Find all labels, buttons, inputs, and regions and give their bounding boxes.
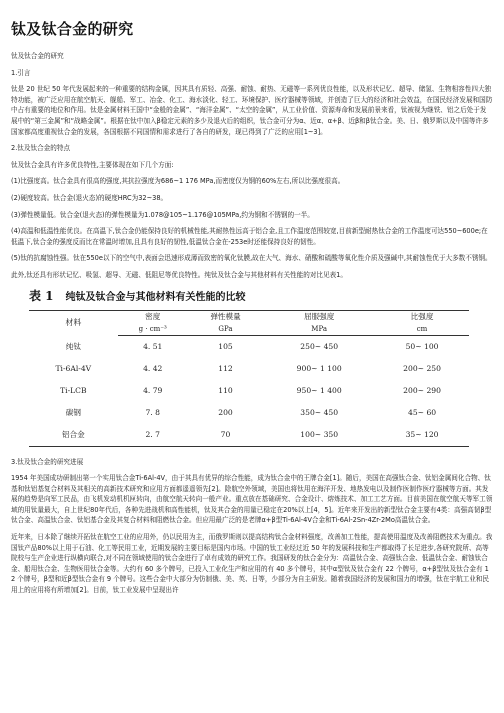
section-2-heading: 2.钛及钛合金的特点: [11, 144, 71, 153]
cell-modulus: 105: [218, 342, 233, 351]
cell-yield: 950~ 1 400: [296, 386, 342, 395]
cell-specific: 35~ 120: [375, 424, 469, 447]
cell-specific: 45~ 60: [408, 408, 437, 417]
cell-yield: 250~ 450: [300, 342, 339, 351]
column-header: 比强度: [375, 310, 469, 323]
section-2-intro: 钛及钛合金具有许多优良特性,主要体现在如下几个方面:: [11, 160, 174, 169]
cell-density: 4. 42: [143, 364, 163, 373]
cell-modulus: 200: [218, 408, 233, 417]
cell-yield: 350~ 450: [300, 408, 339, 417]
cell-modulus: 112: [218, 364, 233, 373]
cell-yield: 900~ 1 100: [296, 364, 342, 373]
cell-density: 4. 51: [143, 342, 163, 351]
cell-modulus: 70: [188, 424, 263, 447]
column-unit: MPa: [263, 323, 375, 336]
cell-material: 碳钢: [65, 408, 81, 417]
section-3-heading: 3.钛及钛合金的研究进展: [11, 457, 84, 466]
page-title: 钛及钛合金的研究: [11, 20, 134, 38]
table-row: [29, 424, 469, 447]
section-3-paragraph: 近年来，日本除了继续开拓钛在航空工业的应用外，仍以民用为主，而俄罗斯则以提高结构钛合金材料强度，改善加工性能，提高使用温度及改善阻燃技术为重点。我国钛产品80%以上用于石油、化工等民用工业，近期发展的主要目标是国内市场。中国的钛工业经过近 50 年的发展科技和生产都取得了长足进步,各研究院所、高等院校与生产企业进行纵横向联合,对不同在领域使用的钛合金进行了卓有成效的研究工作。我国研发的钛合金分为：高温钛合金、高强钛合金、低温钛合金、耐蚀钛合金、船用钛合金、生物医用钛合金等。大约有 60 多个牌号，已投入工业化生产和应用的有 40 多个牌号，其中α型钛及钛合金有 22 个牌号，α+β型钛及钛合金有 12 个牌号，β型和近β型钛合金有 9 个牌号。这些合金中大部分为仿制俄、美、英、日等，少部分为自主研发。随着我国经济的发展和国力的增强，钛在宇航工业和民用上的应用将有所增加[2]。目前，钛工业发展中呈现出许: [11, 533, 493, 595]
cell-material: Ti-6Al-4V: [55, 364, 92, 373]
section-1-paragraph: 钛是 20 世纪 50 年代发展起来的一种重要的结构金属，因其具有质轻、高强、耐蚀、耐热、无磁等一系列优良性能，以及形状记忆、超导、储氢、生物相容性四大独特功能，被广泛应用在航空航天、舰船、军工、冶金、化工、海水淡化、轻工、环境保护、医疗器械等领域，并创造了巨大的经济和社会效益，在国民经济发展和国防中占有重要的地位和作用。钛是金属材料王国中“金般的金属”、“海洋金属”、“太空的金属”，从工业价值、资源寿命和发展前景来看，钛被视为继铁、铝之后处于发展中的“第三金属”和“战略金属”。根据在钛中加入β稳定元素的多少及退火后的组织，钛合金可分为α、近α、α+β、近β和β钛合金。美、日、俄罗斯以及中国等许多国家都高度重视钛合金的发展，各国根据不同国情和需求进行了各自的研发，现已得到了广泛的应用[1~3]。: [11, 85, 493, 136]
column-header-material: 材料: [29, 310, 118, 335]
cell-material: Ti-LCB: [60, 386, 87, 395]
feature-item: (5)钛的抗腐蚀性强。钛在550e以下的空气中,表面会迅速形成薄而致密的氧化钛膜,故在大气、海水、硝酸和硫酸等氧化性介质及强碱中,其耐蚀性优于大多数不锈钢。: [11, 254, 492, 263]
feature-item: (4)高温和低温性能优良。在高温下,钛合金仍能保持良好的机械性能,其耐热性远高于铝合金,且工作温度范围较宽,目前新型耐热钛合金的工作温度可达550~600e;在低温下,钛合金的强度反而比在常温时增加,且具有良好的韧性,低温钛合金在-253e时还能保持良好的韧性。: [11, 227, 488, 246]
table-row: [29, 402, 469, 424]
column-unit: g · cm⁻³: [118, 323, 188, 336]
feature-item: (3)弹性模量低。钛合金(退火态)的弹性模量为1.078@105~1.176@105MPa,约为钢和不锈钢的一半。: [11, 210, 314, 219]
cell-specific: 200~ 290: [403, 386, 441, 395]
cell-modulus: 110: [218, 386, 233, 395]
feature-item: 此外,钛还具有形状记忆、吸氢、超导、无磁、低阻尼等优良特性。纯钛及钛合金与其他材料有关性能的对比见表1。: [11, 270, 347, 279]
cell-yield: 100~ 350: [263, 424, 375, 447]
column-header: 屈服强度: [263, 310, 375, 323]
table-row: [29, 335, 469, 358]
cell-material: 纯钛: [65, 341, 81, 351]
cell-density: 7. 8: [145, 408, 160, 417]
cell-density: 2. 7: [118, 424, 188, 447]
column-unit: GPa: [188, 323, 263, 336]
column-unit: cm: [375, 323, 469, 336]
feature-item: (1)比强度高。钛合金具有很高的强度,其抗拉强度为686~1 176 MPa,而密度仅为钢的60%左右,所以比强度很高。: [11, 177, 345, 186]
document-subtitle: 钛及钛合金的研究: [11, 52, 64, 60]
properties-table: [29, 310, 469, 447]
table-1: [29, 287, 469, 447]
cell-specific: 50~ 100: [405, 342, 439, 351]
table-number: 表 1: [29, 288, 54, 303]
section-1-heading: 1.引言: [11, 68, 31, 77]
cell-material: 铝合金: [29, 424, 118, 447]
feature-item: (2)硬度较高。钛合金(退火态)的硬度HRC为32~38。: [11, 193, 168, 202]
cell-density: 4. 79: [143, 386, 163, 395]
cell-specific: 200~ 250: [403, 364, 441, 373]
table-caption-text: 纯钛及钛合金与其他材料有关性能的比较: [65, 291, 246, 303]
table-row: [29, 358, 469, 380]
table-row: [29, 380, 469, 402]
column-header: 密度: [118, 310, 188, 323]
column-header: 弹性模量: [188, 310, 263, 323]
section-3-paragraph: 1954 年美国成功研制出第一个实用钛合金Ti-6Al-4V，由于其具有优异的综合性能，成为钛合金中的王牌合金[1]。随后，美国在高强钛合金、钛铝金属间化合物、钛基和钛铝基复合材料及其相关的高新技术研究和应用方面都遥遥领先[2]。除航空外领域，美国也将钛用在海洋开发、地热发电以及制作医制作医疗器械等方面。其发展的趋势是向军工民品，由飞机发动机机匣转向，由航空航天转向一般产业。重点放在基础研究、合金设计、熔炼技术、加工工艺方面。目前美国在航空航天等军工领域的用钛量最大，自上世纪80年代后，各种先进战机和高性能机，钛及其合金的用量已稳定在20%以上[4，5]。近年来开发出的新型钛合金主要有4类：高强高韧β型钛合金、高温钛合金、钛铝基合金及其复合材料和阻燃钛合金。但应用最广泛的是老牌α+β型Ti-6Al-4V合金和Ti-6Al-2Sn-4Zr-2Mo高温钛合金。: [11, 474, 493, 525]
table-caption: [29, 287, 469, 304]
